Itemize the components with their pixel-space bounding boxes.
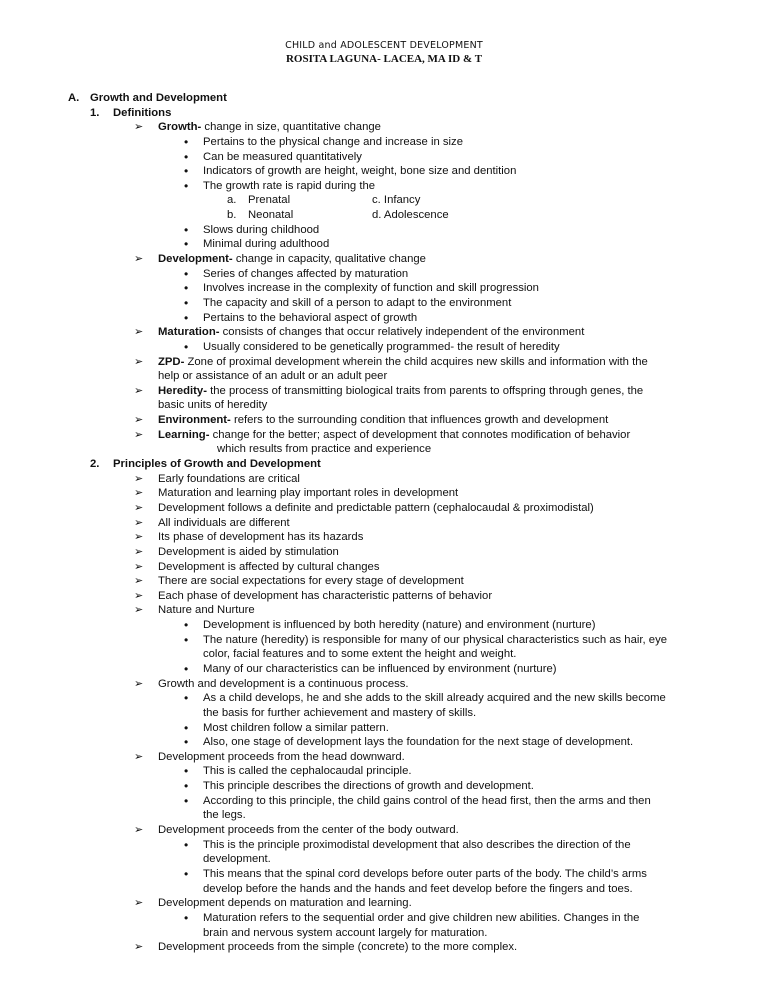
- line-body: Development proceeds from the center of the body outward.: [158, 824, 459, 837]
- doc-line: [0, 633, 768, 648]
- sublist-marker: a.: [227, 194, 237, 207]
- line-text: [158, 325, 584, 340]
- line-text: [158, 574, 464, 589]
- doc-line: [0, 574, 768, 589]
- doc-line: [0, 296, 768, 311]
- doc-line: [0, 662, 768, 677]
- bullet-icon: •: [184, 720, 189, 735]
- doc-line: [0, 808, 768, 823]
- bullet-icon: •: [184, 910, 189, 925]
- bullet-icon: •: [184, 837, 189, 852]
- line-text: [203, 223, 319, 238]
- line-body: All individuals are different: [158, 516, 290, 529]
- line-text: [203, 340, 560, 355]
- line-body: development.: [203, 853, 271, 866]
- line-text: [203, 764, 412, 779]
- bullet-icon: •: [184, 661, 189, 676]
- arrow-bullet-icon: ➢: [134, 560, 144, 573]
- doc-line: [0, 838, 768, 853]
- doc-line: [0, 501, 768, 516]
- doc-line: [0, 150, 768, 165]
- line-body: Pertains to the physical change and increase in size: [203, 135, 463, 148]
- arrow-bullet-icon: ➢: [134, 575, 144, 588]
- line-body: Growth and development is a continuous process.: [158, 677, 409, 690]
- line-body: Zone of proximal development wherein the child acquires new skills and information with the: [184, 355, 648, 368]
- doc-line: [0, 472, 768, 487]
- line-text: [203, 926, 487, 941]
- line-text: [203, 633, 667, 648]
- line-text: [203, 647, 516, 662]
- line-text: [203, 691, 666, 706]
- line-text: [203, 164, 516, 179]
- doc-line: [0, 677, 768, 692]
- bullet-icon: •: [184, 134, 189, 149]
- line-body: Minimal during adulthood: [203, 238, 330, 251]
- line-body: Its phase of development has its hazards: [158, 531, 364, 544]
- line-text: [203, 882, 633, 897]
- doc-line: [0, 911, 768, 926]
- arrow-bullet-icon: ➢: [134, 604, 144, 617]
- document-body: [0, 91, 768, 955]
- line-body: Development proceeds from the simple (concrete) to the more complex.: [158, 941, 518, 954]
- line-text: [158, 428, 630, 443]
- doc-line: [0, 750, 768, 765]
- doc-line: [0, 398, 768, 413]
- arrow-bullet-icon: ➢: [134, 121, 144, 134]
- line-text: [158, 120, 381, 135]
- term: Definitions: [113, 106, 172, 119]
- line-body: brain and nervous system account largely for maturation.: [203, 926, 488, 939]
- line-text: [203, 281, 539, 296]
- line-body: The capacity and skill of a person to adapt to the environment: [203, 296, 512, 309]
- line-text: [158, 677, 409, 692]
- line-body: There are social expectations for every stage of development: [158, 575, 464, 588]
- doc-line: [0, 120, 768, 135]
- line-body: Also, one stage of development lays the foundation for the next stage of development.: [203, 736, 634, 749]
- line-text: [203, 135, 463, 150]
- line-text: [158, 472, 300, 487]
- line-body: Indicators of growth are height, weight, bone size and dentition: [203, 165, 517, 178]
- line-body: Involves increase in the complexity of function and skill progression: [203, 282, 539, 295]
- line-text: [203, 838, 631, 853]
- doc-line: [0, 135, 768, 150]
- doc-line: [0, 369, 768, 384]
- line-body: Maturation and learning play important roles in development: [158, 487, 459, 500]
- bullet-icon: •: [184, 779, 189, 794]
- doc-line: [0, 779, 768, 794]
- line-body: change in size, quantitative change: [201, 121, 381, 134]
- line-body: refers to the surrounding condition that influences growth and development: [230, 414, 609, 427]
- doc-line: [0, 926, 768, 941]
- term: Growth-: [158, 121, 202, 134]
- bullet-icon: •: [184, 618, 189, 633]
- arrow-bullet-icon: ➢: [134, 253, 144, 266]
- line-text: [158, 501, 594, 516]
- doc-line: [0, 589, 768, 604]
- doc-line: [0, 311, 768, 326]
- doc-line: [0, 867, 768, 882]
- line-body: Development follows a definite and predictable pattern (cephalocaudal & proximodistal): [158, 501, 594, 514]
- line-body: help or assistance of an adult or an adult peer: [158, 370, 388, 383]
- line-text: [158, 940, 517, 955]
- doc-line: [0, 764, 768, 779]
- line-body: This principle describes the directions of growth and development.: [203, 780, 534, 793]
- line-body: Each phase of development has characteristic patterns of behavior: [158, 589, 493, 602]
- line-body: Maturation refers to the sequential order and give children new abilities. Changes in the: [203, 911, 640, 924]
- doc-line: [0, 413, 768, 428]
- arrow-bullet-icon: ➢: [134, 589, 144, 602]
- line-body: Series of changes affected by maturation: [203, 267, 409, 280]
- arrow-bullet-icon: ➢: [134, 531, 144, 544]
- bullet-icon: •: [184, 866, 189, 881]
- term: Environment-: [158, 414, 231, 427]
- line-text: [203, 618, 595, 633]
- line-text: [113, 457, 321, 472]
- line-body: consists of changes that occur relatively independent of the environment: [219, 326, 585, 339]
- list-number: 2.: [90, 458, 100, 471]
- bullet-icon: •: [184, 691, 189, 706]
- line-body: color, facial features and to some extent the height and weight.: [203, 648, 517, 661]
- bullet-icon: •: [184, 149, 189, 164]
- bullet-icon: •: [184, 339, 189, 354]
- arrow-bullet-icon: ➢: [134, 414, 144, 427]
- doc-line: [0, 237, 768, 252]
- term: Heredity-: [158, 384, 207, 397]
- line-body: change for the better; aspect of development that connotes modification of behavior: [209, 428, 631, 441]
- doc-line: [0, 735, 768, 750]
- line-body: Nature and Nurture: [158, 604, 255, 617]
- line-text: [217, 442, 431, 457]
- doc-line: [0, 545, 768, 560]
- line-body: Can be measured quantitatively: [203, 150, 362, 163]
- line-text: [203, 852, 271, 867]
- bullet-icon: •: [184, 735, 189, 750]
- arrow-bullet-icon: ➢: [134, 750, 144, 763]
- list-number: A.: [68, 92, 80, 104]
- doc-line: [0, 852, 768, 867]
- line-text: [203, 721, 389, 736]
- line-text: [158, 516, 290, 531]
- line-body: the legs.: [203, 809, 246, 822]
- arrow-bullet-icon: ➢: [134, 472, 144, 485]
- doc-line: [0, 355, 768, 370]
- term: Development-: [158, 253, 233, 266]
- line-body: Development is aided by stimulation: [158, 545, 339, 558]
- doc-line: [0, 618, 768, 633]
- doc-line: [0, 823, 768, 838]
- term: Growth and Development: [90, 92, 227, 104]
- sublist-item: Prenatal: [248, 194, 291, 207]
- line-text: [113, 106, 171, 121]
- line-body: basic units of heredity: [158, 399, 268, 412]
- doc-line: [0, 384, 768, 399]
- line-text: [203, 706, 476, 721]
- line-text: [203, 867, 647, 882]
- arrow-bullet-icon: ➢: [134, 824, 144, 837]
- line-text: [90, 91, 227, 106]
- line-body: According to this principle, the child gains control of the head first, then the arms and then: [203, 794, 651, 807]
- line-body: Usually considered to be genetically programmed- the result of heredity: [203, 340, 560, 353]
- doc-line: [0, 106, 768, 121]
- line-text: [203, 296, 511, 311]
- term: Learning-: [158, 428, 210, 441]
- line-text: [158, 896, 412, 911]
- line-text: [158, 589, 492, 604]
- doc-line: [0, 193, 768, 208]
- line-text: [203, 150, 362, 165]
- doc-line: [0, 516, 768, 531]
- line-body: The growth rate is rapid during the: [203, 179, 376, 192]
- bullet-icon: •: [184, 266, 189, 281]
- doc-line: [0, 428, 768, 443]
- arrow-bullet-icon: ➢: [134, 545, 144, 558]
- line-body: Early foundations are critical: [158, 472, 300, 485]
- line-body: Development proceeds from the head downward.: [158, 750, 405, 763]
- line-text: [203, 179, 375, 194]
- line-text: [158, 750, 405, 765]
- doc-line: [0, 208, 768, 223]
- line-text: [203, 735, 633, 750]
- line-body: The nature (heredity) is responsible for many of our physical characteristics such as hair, eye: [203, 633, 668, 646]
- doc-line: [0, 325, 768, 340]
- doc-line: [0, 223, 768, 238]
- doc-line: [0, 267, 768, 282]
- line-text: [158, 603, 255, 618]
- doc-line: [0, 560, 768, 575]
- doc-line: [0, 442, 768, 457]
- line-body: the process of transmitting biological traits from parents to offspring through genes, the: [206, 384, 644, 397]
- bullet-icon: •: [184, 295, 189, 310]
- sublist-item: Neonatal: [248, 209, 294, 222]
- arrow-bullet-icon: ➢: [134, 428, 144, 441]
- doc-line: [0, 281, 768, 296]
- line-body: Many of our characteristics can be influenced by environment (nurture): [203, 662, 557, 675]
- line-body: Most children follow a similar pattern.: [203, 721, 389, 734]
- bullet-icon: •: [184, 281, 189, 296]
- line-text: [158, 398, 267, 413]
- course-title: CHILD and ADOLESCENT DEVELOPMENT: [285, 40, 483, 51]
- doc-line: [0, 91, 768, 106]
- line-text: [203, 311, 417, 326]
- line-text: [158, 369, 387, 384]
- line-body: Development is influenced by both heredity (nature) and environment (nurture): [203, 619, 596, 632]
- line-text: [203, 794, 651, 809]
- line-body: the basis for further achievement and mastery of skills.: [203, 706, 477, 719]
- line-body: develop before the hands and the hands and feet develop before the fingers and toes.: [203, 882, 633, 895]
- bullet-icon: •: [184, 222, 189, 237]
- doc-line: [0, 252, 768, 267]
- doc-line: [0, 647, 768, 662]
- line-text: [203, 911, 639, 926]
- bullet-icon: •: [184, 237, 189, 252]
- doc-line: [0, 179, 768, 194]
- line-text: [203, 662, 557, 677]
- sublist-item: c. Infancy: [372, 194, 421, 207]
- bullet-icon: •: [184, 164, 189, 179]
- term: Principles of Growth and Development: [113, 458, 321, 471]
- line-text: [158, 252, 426, 267]
- arrow-bullet-icon: ➢: [134, 355, 144, 368]
- bullet-icon: •: [184, 793, 189, 808]
- line-body: As a child develops, he and she adds to the skill already acquired and the new skills become: [203, 692, 666, 705]
- line-text: [203, 237, 329, 252]
- sublist-item: d. Adolescence: [372, 209, 449, 222]
- line-text: [158, 545, 339, 560]
- list-number: 1.: [90, 106, 100, 119]
- line-text: [203, 779, 534, 794]
- bullet-icon: •: [184, 632, 189, 647]
- doc-line: [0, 721, 768, 736]
- arrow-bullet-icon: ➢: [134, 897, 144, 910]
- author-name: ROSITA LAGUNA- LACEA, MA ID & T: [285, 53, 483, 65]
- line-text: [158, 823, 459, 838]
- arrow-bullet-icon: ➢: [134, 516, 144, 529]
- sublist-marker: b.: [227, 209, 237, 222]
- doc-line: [0, 457, 768, 472]
- line-text: [203, 267, 408, 282]
- arrow-bullet-icon: ➢: [134, 677, 144, 690]
- line-text: [158, 413, 608, 428]
- arrow-bullet-icon: ➢: [134, 501, 144, 514]
- doc-line: [0, 940, 768, 955]
- bullet-icon: •: [184, 310, 189, 325]
- bullet-icon: •: [184, 764, 189, 779]
- arrow-bullet-icon: ➢: [134, 326, 144, 339]
- doc-line: [0, 706, 768, 721]
- term: ZPD-: [158, 355, 185, 368]
- term: Maturation-: [158, 326, 220, 339]
- line-text: [158, 560, 379, 575]
- doc-line: [0, 486, 768, 501]
- line-body: change in capacity, qualitative change: [232, 253, 426, 266]
- doc-line: [0, 530, 768, 545]
- doc-line: [0, 603, 768, 618]
- line-body: which results from practice and experience: [217, 443, 432, 456]
- line-body: Pertains to the behavioral aspect of growth: [203, 311, 418, 324]
- doc-line: [0, 794, 768, 809]
- line-text: [158, 355, 648, 370]
- line-text: [158, 384, 643, 399]
- line-body: This is the principle proximodistal development that also describes the direction of the: [203, 838, 631, 851]
- line-body: Development depends on maturation and learning.: [158, 897, 412, 910]
- line-body: Development is affected by cultural changes: [158, 560, 380, 573]
- arrow-bullet-icon: ➢: [134, 487, 144, 500]
- doc-line: [0, 882, 768, 897]
- arrow-bullet-icon: ➢: [134, 941, 144, 954]
- line-text: [203, 808, 246, 823]
- line-body: This means that the spinal cord develops before outer parts of the body. The child’s arms: [203, 867, 647, 880]
- line-text: [158, 530, 363, 545]
- doc-line: [0, 340, 768, 355]
- line-body: This is called the cephalocaudal principle.: [203, 765, 412, 778]
- doc-line: [0, 691, 768, 706]
- arrow-bullet-icon: ➢: [134, 384, 144, 397]
- line-body: Slows during childhood: [203, 223, 320, 236]
- bullet-icon: •: [184, 178, 189, 193]
- doc-line: [0, 164, 768, 179]
- doc-line: [0, 896, 768, 911]
- line-text: [158, 486, 458, 501]
